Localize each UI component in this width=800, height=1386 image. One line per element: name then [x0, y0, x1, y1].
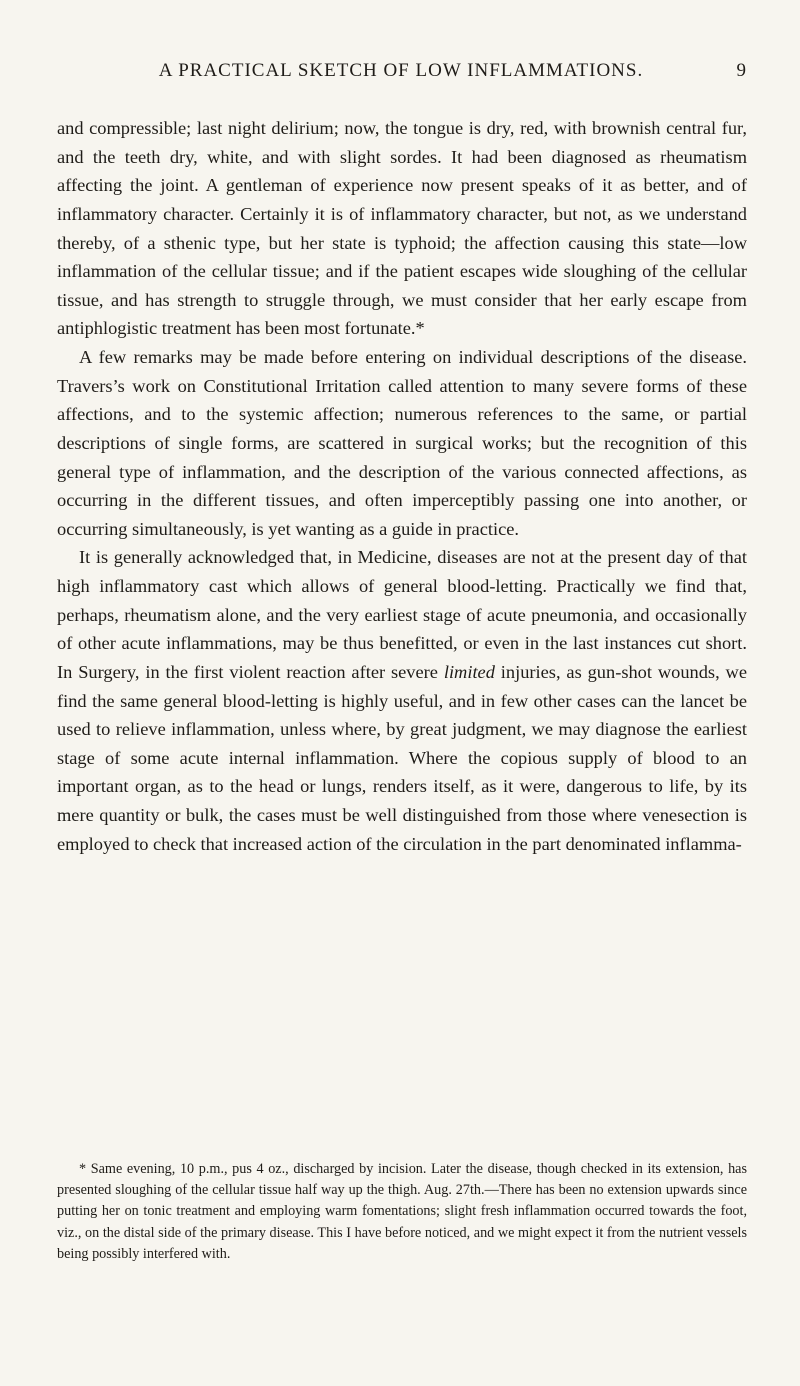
italic-emphasis: limited — [443, 661, 495, 682]
footnote — [57, 1159, 747, 1265]
page-header — [56, 60, 746, 90]
running-title: A PRACTICAL SKETCH OF LOW INFLAMMATIONS. — [158, 60, 644, 81]
paragraph-3 — [57, 543, 747, 858]
paragraph-2: A few remarks may be made before entering on individual descriptions of the disease. Travers’s work on Constitutional Irritation called attention to many severe forms of these affections, and to the systemic affection; numerous references to the same, or partial descriptions of single forms, are scattered in surgical works; but the recognition of this general type of inflammation, and the description of the various connected affections, as occurring in the different tissues, and often imperceptibly passing one into another, or occurring simultaneously, is yet wanting as a guide in practice. — [57, 347, 747, 539]
paragraph-3-part-2: injuries, as gun-shot wounds, we find the same general blood-letting is highly useful, and in few other cases can the lancet be used to relieve inflammation, unless where, by great judgment, we may diagnose the earliest stage of some acute internal inflammation. Where the copious supply of blood to an important organ, as to the head or lungs, renders itself, as it were, dangerous to life, by its mere quantity or bulk, the cases must be well distinguished from those where venesection is employed to check that increased action of the circulation in the part denominated inflamma- — [57, 661, 747, 854]
paragraph-1: and compressible; last night delirium; now, the tongue is dry, red, with brownish central fur, and the teeth dry, white, and with slight sordes. It had been diagnosed as rheumatism affecting the joint. A gentleman of experience now present speaks of it as better, and of inflammatory character. Certainly it is of inflammatory character, but not, as we understand thereby, of a sthenic type, but her state is typhoid; the affection causing this state—low inflammation of the cellular tissue; and if the patient escapes wide sloughing of the cellular tissue, and has strength to struggle through, we must consider that her early escape from antiphlogistic treatment has been most fortunate.* — [57, 118, 747, 339]
paragraph-3-part-1: It is generally acknowledged that, in Medicine, diseases are not at the present day of that high inflammatory cast which allows of general blood-letting. Practically we find that, perhaps, rheumatism alone, and the very earliest stage of acute pneumonia, and occasionally of other acute inflammations, may be thus benefitted, or even in the last instances cut short. In Surgery, in the first violent reaction after severe — [57, 547, 747, 682]
page-number: 9 — [736, 60, 746, 81]
footnote-text: * Same evening, 10 p.m., pus 4 oz., discharged by incision. Later the disease, though checked in its extension, has presented sloughing of the cellular tissue half way up the thigh. Aug. 27th.—There has been no extension upwards since putting her on tonic treatment and employing warm fomentations; slight fresh inflammation occurred towards the foot, viz., on the distal side of the primary disease. This I have before noticed, and we might expect it from the nutrient vessels being possibly interfered with. — [57, 1161, 747, 1262]
main-text — [57, 114, 747, 858]
